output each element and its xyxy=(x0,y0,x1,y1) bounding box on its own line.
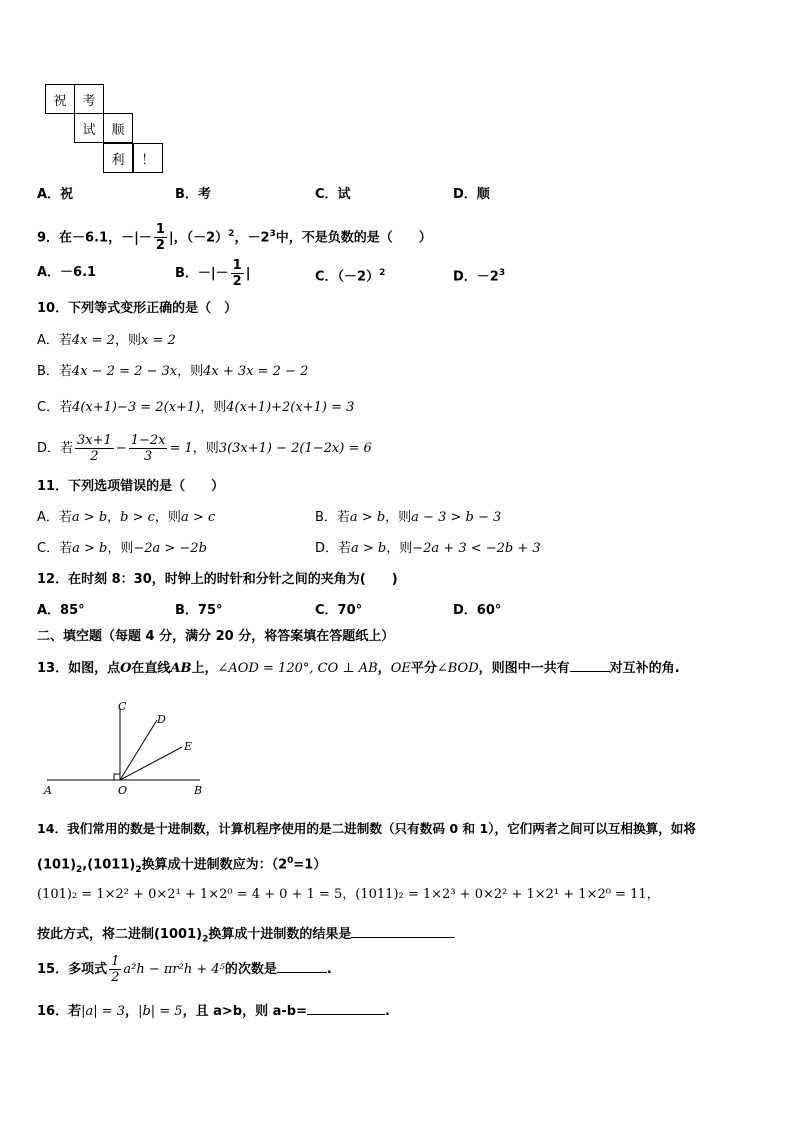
net-cell-3: 试 xyxy=(74,113,104,143)
section-2-heading: 二、填空题（每题 4 分，满分 20 分，将答案填在答题纸上） xyxy=(37,629,395,644)
q8-option-c: C．试 xyxy=(315,187,351,202)
q13-answer-blank xyxy=(570,671,610,672)
q15-answer-blank xyxy=(277,972,327,973)
q9-option-a: A．－6.1 xyxy=(37,265,97,280)
q11-option-c: C．若a > b，则−2a > −2b xyxy=(37,541,207,556)
q10-option-c: C．若4(x+1)−3 = 2(x+1)，则4(x+1)+2(x+1) = 3 xyxy=(37,400,355,415)
label-e: E xyxy=(184,740,193,753)
q8-option-a: A．祝 xyxy=(37,187,74,202)
q12-option-c: C．70° xyxy=(315,603,363,618)
label-c: C xyxy=(118,700,127,713)
q13-figure xyxy=(40,698,220,808)
question-14-formula: (101)₂ = 1×2² + 0×2¹ + 1×2⁰ = 4 + 0 + 1 = 5，(1011)₂ = 1×2³ + 0×2² + 1×2¹ + 1×2⁰ = 11， xyxy=(37,887,660,902)
question-14-line-1: 14．我们常用的数是十进制数，计算机程序使用的是二进制数（只有数码 0 和 1），它们两者之间可以互相换算，如将 xyxy=(37,821,696,836)
right-angle-mark xyxy=(114,774,120,780)
net-cell-4: 顺 xyxy=(103,113,133,143)
label-b: B xyxy=(194,784,203,797)
net-cell-1: 祝 xyxy=(45,84,75,114)
q11-option-a: A．若a > b，b > c，则a > c xyxy=(37,510,216,525)
q14-answer-blank xyxy=(351,937,455,938)
q11-option-d: D．若a > b，则−2a + 3 < −2b + 3 xyxy=(315,541,541,556)
q8-option-d: D．顺 xyxy=(453,187,490,202)
question-15: 15．多项式 $\frac{1}{2}$ a²h − πr²h + 4⁵的次数是 . xyxy=(37,954,332,985)
question-11-stem: 11．下列选项错误的是（ ） xyxy=(37,479,225,494)
q10-option-d: D．若 $\frac{3x+1}{2}$ − $\frac{1-2x}{3}$ = 1，则3(3x+1) − 2(1−2x) = 6 xyxy=(37,433,372,464)
label-d: D xyxy=(157,713,166,726)
q11-option-b: B．若a > b，则a − 3 > b − 3 xyxy=(315,510,502,525)
label-o: O xyxy=(118,784,128,797)
question-10-stem: 10．下列等式变形正确的是（ ） xyxy=(37,301,238,316)
question-14-line-4: 按此方式，将二进制$(1001)_2$换算成十进制数的结果是 xyxy=(37,926,455,949)
ray-oe xyxy=(120,747,182,780)
question-14-line-2: $(101)_2,(1011)_2$换算成十进制数应为：$(2^0=1)$ xyxy=(37,856,327,875)
q16-answer-blank xyxy=(307,1014,385,1015)
q10-option-b: B．若4x − 2 = 2 − 3x，则4x + 3x = 2 − 2 xyxy=(37,364,309,379)
question-9-stem: 9．在－6.1，－|－ $\frac{1}{2}$ |，$(-2)^2$，$-2^3$中，不是负数的是（ ） xyxy=(37,222,432,254)
q12-option-a: A．85° xyxy=(37,603,85,618)
ray-od xyxy=(120,720,157,780)
q9-option-c: C．$(-2)^2$ xyxy=(315,268,386,285)
label-a: A xyxy=(44,784,52,797)
q12-option-d: D．60° xyxy=(453,603,502,618)
q10-option-a: A．若4x = 2，则x = 2 xyxy=(37,333,176,348)
net-cell-6: ！ xyxy=(133,143,163,173)
question-13-stem: 13．如图，点O在直线AB上，∠AOD = 120°, CO ⊥ AB，OE平分∠BOD，则图中一共有 对互补的角. xyxy=(37,661,680,676)
q8-option-b: B．考 xyxy=(175,187,211,202)
question-12-stem: 12．在时刻 8：30，时钟上的时针和分针之间的夹角为( ) xyxy=(37,572,398,587)
q9-option-d: D．$-2^3$ xyxy=(453,268,506,285)
net-cell-2: 考 xyxy=(74,84,104,114)
net-cell-5: 利 xyxy=(103,143,133,173)
question-16: 16．若|a| = 3，|b| = 5，且 a>b，则 a-b= . xyxy=(37,1004,390,1019)
q9-option-b: B．－|－ $\frac{1}{2}$ | xyxy=(175,258,251,289)
q12-option-b: B．75° xyxy=(175,603,223,618)
